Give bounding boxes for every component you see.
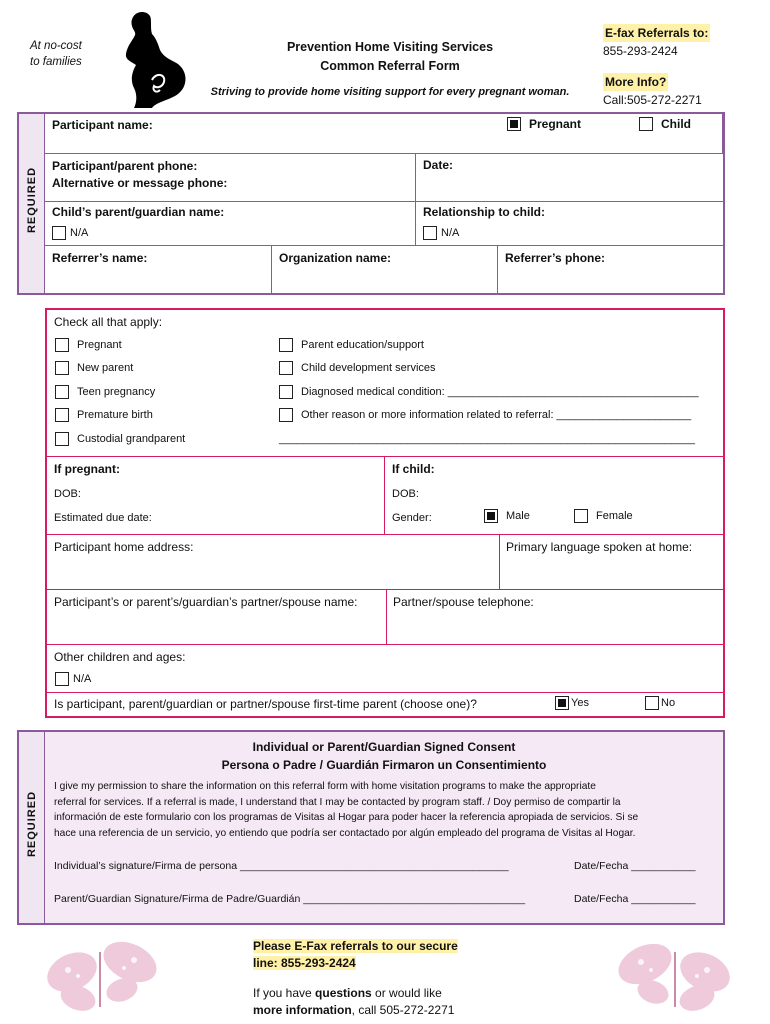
other-children-field[interactable]: Other children and ages: N/A	[47, 645, 723, 693]
date-field[interactable]: Date:	[416, 154, 723, 202]
efax-info: E-fax Referrals to: 855-293-2424	[603, 26, 709, 58]
child-checkbox[interactable]	[639, 117, 653, 131]
more-info: More Info? Call:505-272-2271	[603, 75, 702, 107]
reason-custodial-grandparent[interactable]: Custodial grandparent	[55, 432, 185, 446]
male-option[interactable]: Male	[484, 509, 530, 523]
other-reason-line[interactable]: ____________________________________________________________________	[279, 433, 696, 445]
if-pregnant-block: If pregnant: DOB: Estimated due date:	[47, 457, 385, 535]
reason-other[interactable]: Other reason or more information related to referral: ______________________	[279, 408, 691, 422]
first-time-parent-row: Is participant, parent/guardian or partner/spouse first-time parent (choose one)? Yes No	[54, 697, 676, 711]
guardian-na-checkbox[interactable]	[52, 226, 66, 240]
individual-signature-line[interactable]: Individual’s signature/Firma de persona ______________________________________________	[54, 860, 509, 872]
yes-checkbox[interactable]	[555, 696, 569, 710]
reason-teen-pregnancy[interactable]: Teen pregnancy	[55, 385, 155, 399]
relationship-field[interactable]: Relationship to child: N/A	[416, 202, 723, 246]
butterfly-left-icon	[30, 932, 170, 1017]
due-date-field[interactable]: Estimated due date:	[54, 512, 152, 524]
guardian-na-option[interactable]: N/A	[52, 226, 88, 240]
referrer-name-field[interactable]: Referrer’s name:	[45, 246, 272, 293]
child-option[interactable]: Child	[639, 117, 691, 131]
child-dob-field[interactable]: DOB:	[392, 488, 419, 500]
relationship-na-option[interactable]: N/A	[423, 226, 459, 240]
consent-body: I give my permission to share the information on this referral form with home visitation programs to make the appropriate referral for services. If a referral is made, I understand that I may be contacted by program staff. / Doy permiso de compartir la información de este formulario con los programas de Visitas al Hogar para poder hacer la referencia apropiada de servicios. Si se hace una referencia de un servicio, yo entiendo que podría ser contactado por algún empleado del programa de Visitas al Hogar.	[54, 781, 639, 839]
pregnant-dob-field[interactable]: DOB:	[54, 488, 81, 500]
reason-pregnant[interactable]: Pregnant	[55, 338, 122, 352]
consent-title: Individual or Parent/Guardian Signed Consent Persona o Padre / Guardián Firmaron un Consentimiento	[221, 740, 547, 772]
partner-name-field[interactable]: Participant’s or parent’s/guardian’s partner/spouse name:	[47, 590, 387, 645]
no-checkbox[interactable]	[645, 696, 659, 710]
referrer-phone-field[interactable]: Referrer’s phone:	[505, 251, 606, 265]
pregnant-checkbox[interactable]	[507, 117, 521, 131]
butterfly-right-icon	[605, 932, 745, 1017]
organization-name-field[interactable]: Organization name:	[272, 246, 498, 293]
reason-medical-condition[interactable]: Diagnosed medical condition: _________________________________________	[279, 385, 699, 399]
footer-more-info: If you have questions or would like more information, call 505-272-2271	[253, 986, 455, 1017]
tagline: Striving to provide home visiting support for every pregnant woman.	[210, 86, 570, 98]
participant-name-field[interactable]: Participant name: Pregnant Child	[45, 114, 723, 154]
language-field[interactable]: Primary language spoken at home:	[500, 535, 723, 590]
participant-phone-field[interactable]: Participant/parent phone: Alternative or message phone:	[45, 154, 416, 202]
guardian-name-field[interactable]: Child’s parent/guardian name: N/A	[45, 202, 416, 246]
consent-section	[17, 730, 725, 925]
form-title: Prevention Home Visiting Services Common Referral Form	[286, 40, 494, 73]
required-section	[17, 112, 725, 295]
reason-child-development[interactable]: Child development services	[279, 361, 436, 375]
other-children-na-option[interactable]: N/A	[55, 672, 91, 686]
first-time-no-option[interactable]: No	[645, 696, 675, 710]
guardian-signature-line[interactable]: Parent/Guardian Signature/Firma de Padre/Guardián ______________________________________	[54, 893, 526, 905]
footer-efax: Please E-Fax referrals to our secure line: 855-293-2424	[253, 939, 458, 970]
if-child-block: If child: DOB: Gender: Male Female	[385, 457, 723, 535]
female-checkbox[interactable]	[574, 509, 588, 523]
required-side-label: REQUIRED	[19, 114, 45, 293]
referral-details-section	[45, 308, 725, 718]
relationship-na-checkbox[interactable]	[423, 226, 437, 240]
first-time-yes-option[interactable]: Yes	[555, 696, 589, 710]
pregnant-woman-silhouette-icon	[112, 10, 192, 110]
reason-premature-birth[interactable]: Premature birth	[55, 408, 153, 422]
home-address-field[interactable]: Participant home address:	[47, 535, 500, 590]
reason-new-parent[interactable]: New parent	[55, 361, 133, 375]
guardian-date-line[interactable]: Date/Fecha ___________	[574, 893, 696, 905]
check-all-block: Check all that apply: Pregnant New parent Teen pregnancy Premature birth Custodial grandparent Parent education/support Child development services Diagnosed medical condition: _________________________________________ Other reason or more information related to referral: ______________________ ____________________________________________________________________	[47, 310, 723, 457]
consent-required-side: REQUIRED	[19, 732, 45, 923]
individual-date-line[interactable]: Date/Fecha ___________	[574, 860, 696, 872]
reason-parent-education[interactable]: Parent education/support	[279, 338, 424, 352]
pregnant-option[interactable]: Pregnant	[507, 117, 581, 131]
male-checkbox[interactable]	[484, 509, 498, 523]
female-option[interactable]: Female	[574, 509, 633, 523]
partner-phone-field[interactable]: Partner/spouse telephone:	[387, 590, 723, 645]
cost-note: At no-cost to families	[30, 40, 82, 68]
